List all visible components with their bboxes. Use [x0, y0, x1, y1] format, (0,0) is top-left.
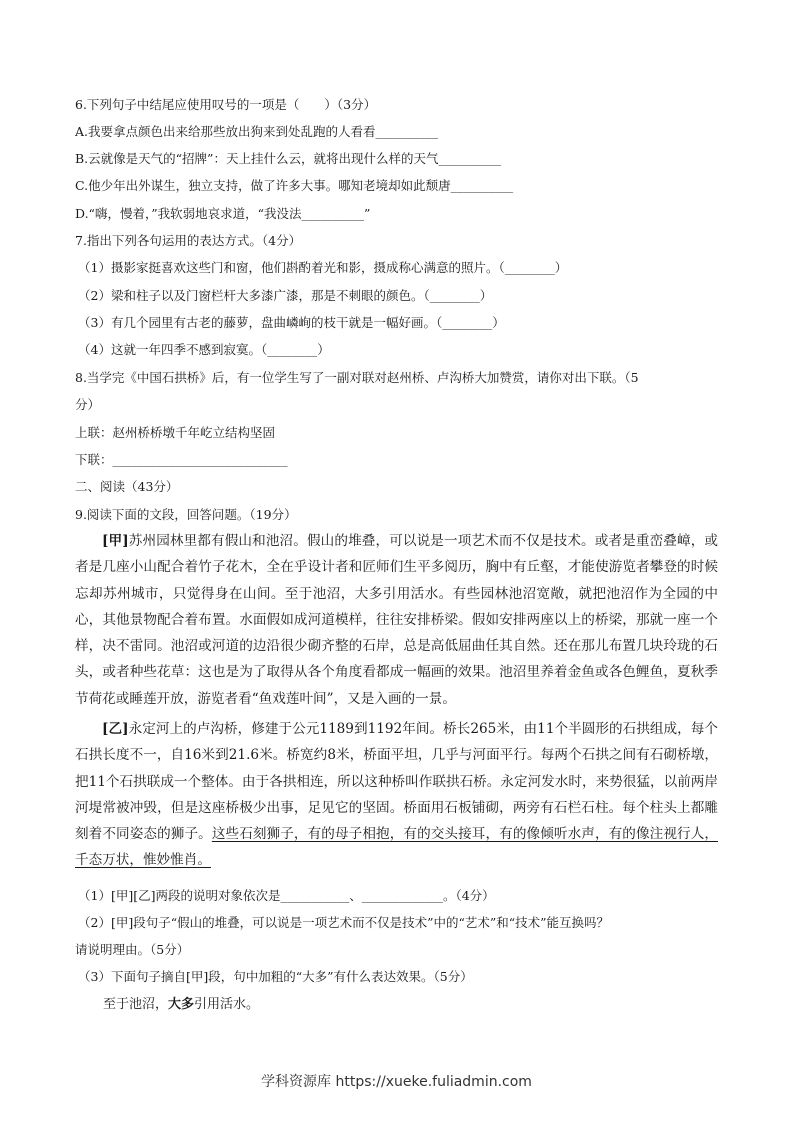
passage-jia-text: 苏州园林里都有假山和池沼。假山的堆叠，可以说是一项艺术而不仅是技术。或者是重峦叠嶂，或者是几座小山配合着竹子花木，全在乎设计者和匠师们生平多阅历，胸中有丘壑，才能使游览者攀登的时候忘却苏州城市，只觉得身在山间。至于池沼，大多引用活水。有些园林池沼宽敞，就把池沼作为全园的中心，其他景物配合着布置。水面假如成河道模样，往往安排桥梁。假如安排两座以上的桥梁，那就一座一个样，决不雷同。池沼或河道的边沿很少砌齐整的石岸，总是高低屈曲任其自然。还在那儿布置几块玲珑的石头，或者种些花草：这也是为了取得从各个角度看都成一幅画的效果。池沼里养着金鱼或各色鲤鱼，夏秋季节荷花或睡莲开放，游览者看“鱼戏莲叶间”，又是入画的一景。 [75, 533, 718, 707]
q9-quote [103, 996, 259, 1014]
q9-sub3: （3）下面句子摘自[甲]段，句中加粗的“大多”有什么表达效果。（5分） [78, 969, 473, 984]
passage-jia [75, 528, 718, 712]
q7-item-1: （1）摄影家挺喜欢这些门和窗，他们斟酌着光和影，摄成称心满意的照片。（________） [78, 260, 568, 275]
q9-sub1: （1）[甲][乙]两段的说明对象依次是___________、_____________。（4分） [78, 888, 495, 903]
q7-item-3: （3）有几个园里有古老的藤萝，盘曲嶙峋的枝干就是一幅好画。（________） [78, 315, 505, 330]
q8-stem: 8.当学完《中国石拱桥》后，有一位学生写了一副对联对赵州桥、卢沟桥大加赞赏，请你对出下联。（5 [75, 370, 639, 385]
passage-jia-tag: [甲] [102, 533, 129, 549]
q9-sub2-cont: 请说明理由。（5分） [75, 942, 190, 957]
q6-stem: 6.下列句子中结尾应使用叹号的一项是（ ）（3分） [75, 97, 377, 112]
q6-option-c: C.他少年出外谋生，独立支持，做了许多大事。哪知老境却如此颓唐__________ [75, 178, 514, 193]
q7-item-2: （2）梁和柱子以及门窗栏杆大多漆广漆，那是不刺眼的颜色。（________） [78, 288, 493, 303]
quote-post: 引用活水。 [194, 997, 260, 1012]
q7-item-4: （4）这就一年四季不感到寂寞。（________） [78, 342, 330, 357]
q8-upper-couplet: 上联：赵州桥桥墩千年屹立结构坚固 [75, 425, 276, 440]
passage-yi [75, 716, 718, 874]
q9-stem: 9.阅读下面的文段，回答问题。（19分） [75, 507, 297, 522]
q8-lower-couplet: 下联：____________________________ [75, 452, 288, 467]
q6-option-a: A.我要拿点颜色出来给那些放出狗来到处乱跑的人看看__________ [75, 124, 439, 139]
quote-pre: 至于池沼， [103, 997, 169, 1012]
quote-bold-word: 大多 [168, 997, 195, 1012]
q7-stem: 7.指出下列各句运用的表达方式。（4分） [75, 233, 302, 248]
passage-yi-tag: [乙] [102, 721, 129, 737]
footer-watermark: 学科资源库 https://xueke.fuliadmin.com [261, 1074, 532, 1090]
q6-option-b: B.云就像是天气的“招牌”：天上挂什么云，就将出现什么样的天气__________ [75, 151, 501, 166]
q8-stem-cont: 分） [75, 397, 101, 412]
q6-option-d: D.“嗨，慢着，”我软弱地哀求道，“我没法__________” [75, 206, 371, 221]
section-reading-heading: 二、阅读（43分） [75, 479, 179, 494]
passage-yi-underlined: 这些石刻狮子，有的母子相抱，有的交头接耳，有的像倾听水声，有的像注视行人，千态万状，惟妙惟肖。 [75, 826, 718, 869]
q9-sub2: （2）[甲]段句子“假山的堆叠，可以说是一项艺术而不仅是技术”中的“艺术”和“技术”能互换吗？ [78, 915, 610, 930]
passage-yi-text: 永定河上的卢沟桥，修建于公元1189到1192年间。桥长265米，由11个半圆形的石拱组成，每个石拱长度不一，自16米到21.6米。桥宽约8米，桥面平坦，几乎与河面平行。每两个石拱之间有石砌桥墩，把11个石拱联成一个整体。由于各拱相连，所以这种桥叫作联拱石桥。永定河发水时，来势很猛，以前两岸河堤常被冲毁，但是这座桥极少出事，足见它的坚固。桥面用石板铺砌，两旁有石栏石柱。每个柱头上都雕刻着不同姿态的狮子。 [75, 721, 718, 843]
